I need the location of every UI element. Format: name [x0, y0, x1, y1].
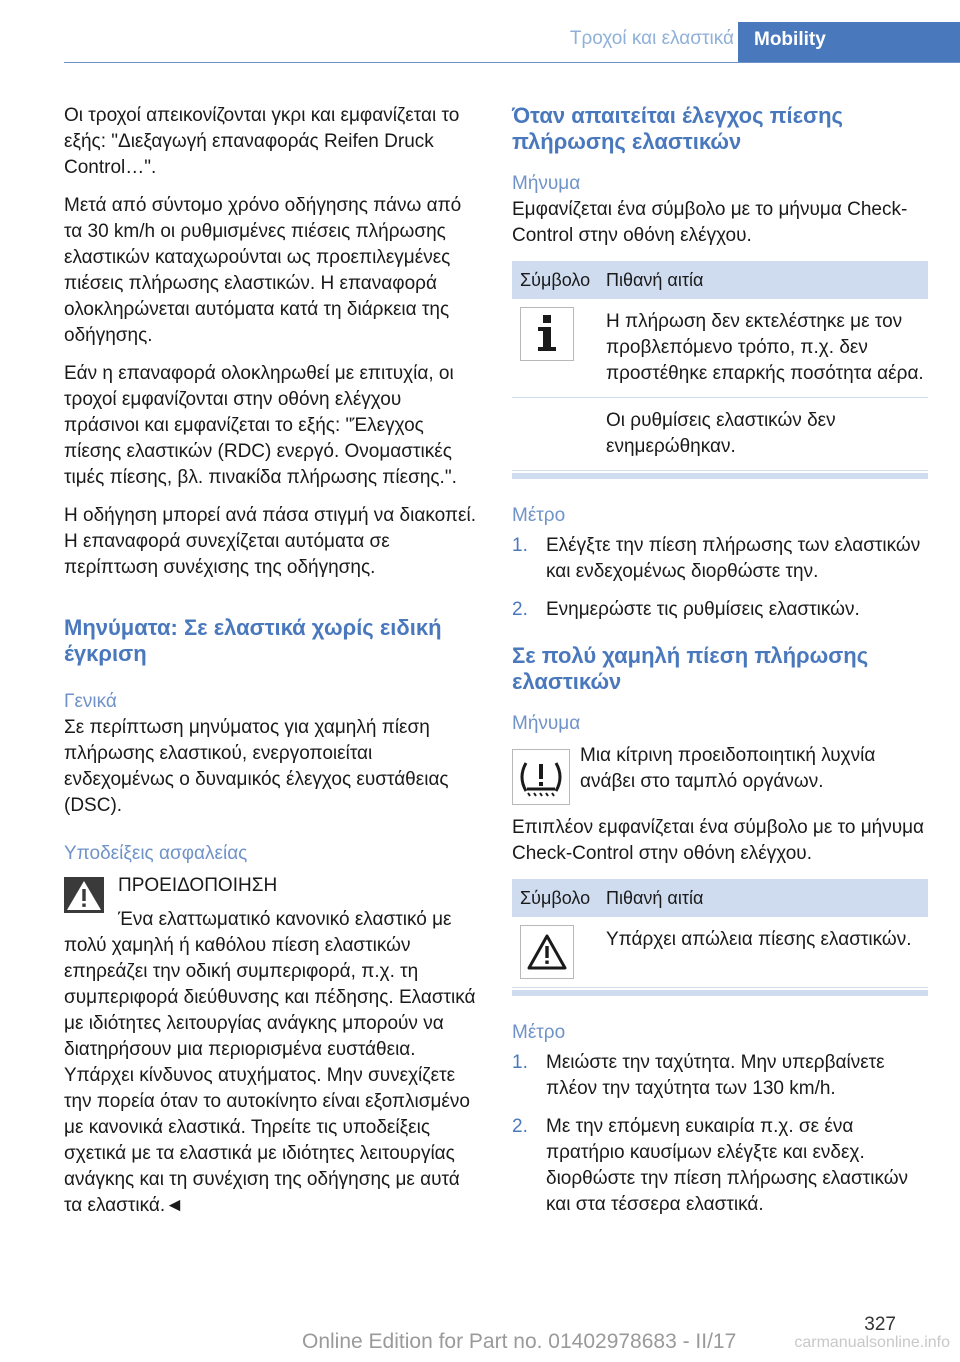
- page-footer: [0, 1314, 960, 1354]
- warning-triangle-icon: [64, 877, 104, 913]
- symbol-table: [512, 879, 928, 988]
- list-item: 1. Ελέγξτε την πίεση πλήρωσης των ελαστικών και ενδεχομένως διορθώστε την.: [512, 535, 921, 582]
- paragraph: Εμφανίζεται ένα σύμβολο με το μήνυμα Check-Control στην οθόνη ελέγχου.: [512, 199, 908, 246]
- warning-block: [64, 873, 477, 899]
- list-item: 2. Με την επόμενη ευκαιρία π.χ. σε ένα πρατήριο καυσίμων ελέγξτε και ενδεχ. διορθώστε την πίεση πλήρωσης ελαστικών και στα τέσσερα ελαστικά.: [512, 1116, 909, 1215]
- edition-note: Online Edition for Part no. 01402978683 - II/17: [302, 1330, 737, 1353]
- watermark: carmanualsonline.info: [794, 1334, 950, 1351]
- paragraph: Εάν η επαναφορά ολοκληρωθεί με επιτυχία, οι τροχοί εμφανίζονται στην οθόνη ελέγχου πράσινοι και εμφανίζεται το εξής: "Έλεγχος πίεσης ελαστικών (RDC) ενεργό. Ονομαστικές τιμές πίεσης, βλ. πινακίδα πλήρωσης πίεσης.".: [64, 363, 457, 488]
- section-title: Τροχοί και ελαστικά: [569, 28, 734, 49]
- paragraph: Μετά από σύντομο χρόνο οδήγησης πάνω από τα 30 km/h οι ρυθμισμένες πιέσεις πλήρωσης ελαστικών καταχωρούνται ως προεπιλεγμένες πιέσεις πλήρωσης ελαστικών. Η επαναφορά ολοκληρώνεται αυτόματα κατά τη διάρκεια της οδήγησης.: [64, 195, 462, 346]
- col-cause: Πιθανή αιτία: [598, 261, 928, 299]
- left-column: [64, 103, 477, 1231]
- heading-measures: Μέτρο: [512, 1022, 566, 1043]
- steps-list: [512, 1050, 928, 1218]
- page-header: [64, 0, 960, 63]
- heading-check-pressure: Όταν απαιτείται έλεγχος πίεσης πλήρωσης ελαστικών: [512, 103, 843, 154]
- heading-message: Μήνυμα: [512, 173, 581, 194]
- heading-low-pressure: Σε πολύ χαμηλή πίεση πλήρωσης ελαστικών: [512, 643, 869, 694]
- table-row: [512, 917, 928, 988]
- col-symbol: Σύμβολο: [512, 879, 598, 917]
- list-item: 2. Ενημερώστε τις ρυθμίσεις ελαστικών.: [512, 599, 860, 620]
- list-item: 1. Μειώστε την ταχύτητα. Μην υπερβαίνετε πλέον την ταχύτητα των 130 km/h.: [512, 1052, 885, 1099]
- paragraph: Σε περίπτωση μηνύματος για χαμηλή πίεση πλήρωσης ελαστικού, ενεργοποιείται ενδεχομένως ο δυναμικός έλεγχος ευστάθειας (DSC).: [64, 717, 449, 816]
- paragraph: Επιπλέον εμφανίζεται ένα σύμβολο με το μήνυμα Check-Control στην οθόνη ελέγχου.: [512, 817, 925, 864]
- heading-message: Μήνυμα: [512, 713, 581, 734]
- warning-triangle-icon: [520, 925, 574, 979]
- chapter-tab: Mobility: [738, 22, 960, 62]
- heading-safety: Υποδείξεις ασφαλείας: [64, 843, 248, 864]
- paragraph: Οι τροχοί απεικονίζονται γκρι και εμφανίζεται το εξής: "Διεξαγωγή επαναφοράς Reifen Druck Control…".: [64, 105, 460, 178]
- paragraph: Η οδήγηση μπορεί ανά πάσα στιγμή να διακοπεί. Η επαναφορά συνεχίζεται αυτόματα σε περίπτωση συνέχισης της οδήγησης.: [64, 505, 476, 578]
- warning-text: Ένα ελαττωματικό κανονικό ελαστικό με πολύ χαμηλή ή καθόλου πίεση ελαστικών επηρεάζει την οδική συμπεριφορά, π.χ. τη συμπεριφορά διεύθυνσης και πέδησης. Ελαστικά με ιδιότητες λειτουργίας ανάγκης μπορούν να διατηρήσουν μια περιορισμένα ευστάθεια. Υπάρχει κίνδυνος ατυχήματος. Μην συνεχίζετε την πορεία όταν το αυτοκίνητο είναι εξοπλισμένο με κανονικά ελαστικά. Τηρείτε τις υποδείξεις σχετικά με τα ελαστικά με ιδιότητες λειτουργίας ανάγκης και τη συνέχιση της οδήγησης με αυτά τα ελαστικά.◄: [64, 909, 476, 1216]
- cause-text: Υπάρχει απώλεια πίεσης ελαστικών.: [598, 917, 928, 988]
- table-row: [512, 299, 928, 398]
- table-end-bar: [512, 473, 928, 479]
- info-icon: [520, 307, 574, 361]
- tire-pressure-warning-lamp-icon: [512, 749, 570, 805]
- cause-text: Η πλήρωση δεν εκτελέστηκε με τον προβλεπόμενο τρόπο, π.χ. δεν προστέθηκε επαρκής ποσότητα αέρα.: [598, 299, 928, 398]
- heading-messages: Μηνύματα: Σε ελαστικά χωρίς ειδική έγκριση: [64, 615, 442, 666]
- heading-measures: Μέτρο: [512, 505, 566, 526]
- symbol-table: [512, 261, 928, 471]
- warning-title: ΠΡΟΕΙΔΟΠΟΙΗΣΗ: [118, 875, 278, 896]
- col-symbol: Σύμβολο: [512, 261, 598, 299]
- table-end-bar: [512, 990, 928, 996]
- table-row: [512, 398, 928, 471]
- page-number: 327: [864, 1314, 896, 1335]
- cause-text: Οι ρυθμίσεις ελαστικών δεν ενημερώθηκαν.: [598, 398, 928, 471]
- right-column: [512, 103, 928, 1238]
- warning-lamp-block: [512, 743, 928, 803]
- heading-general: Γενικά: [64, 691, 117, 712]
- paragraph: Μια κίτρινη προειδοποιητική λυχνία ανάβει στο ταμπλό οργάνων.: [580, 745, 876, 792]
- steps-list: [512, 533, 928, 623]
- col-cause: Πιθανή αιτία: [598, 879, 928, 917]
